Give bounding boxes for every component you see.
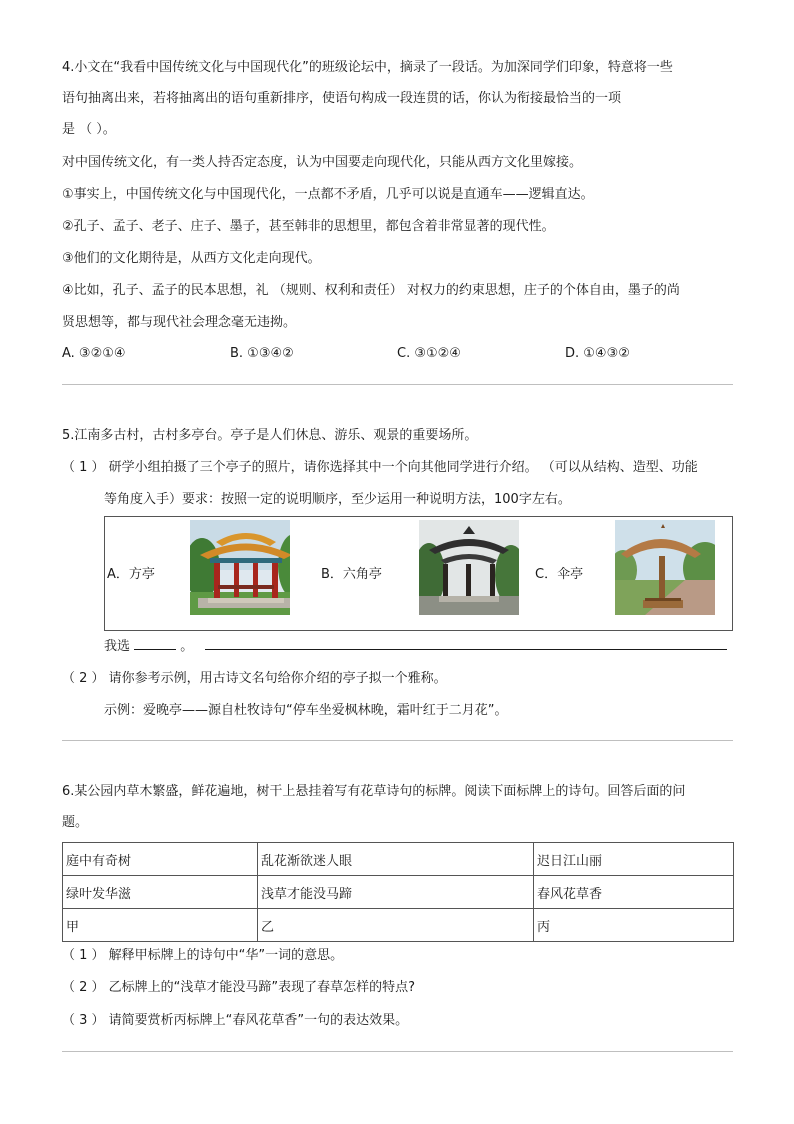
q4-stem-line3: 是 （ ）。 xyxy=(62,122,116,137)
q6-sub1: （ 1 ） 解释甲标牌上的诗句中“华”一词的意思。 xyxy=(62,948,344,963)
q4-option-a[interactable]: A. ③②①④ xyxy=(62,346,126,361)
table-row xyxy=(63,909,734,942)
q6-stem-line2: 题。 xyxy=(62,815,89,830)
pavilion-choice-blank[interactable] xyxy=(134,649,176,650)
q5-part1-line2: 等角度入手）要求：按照一定的说明顺序，至少运用一种说明方法，100字左右。 xyxy=(104,492,571,507)
q6-sub2: （ 2 ） 乙标牌上的“浅草才能没马蹄”表现了春草怎样的特点? xyxy=(62,980,416,995)
divider xyxy=(62,740,733,741)
q5-title: 5.江南多古村，古村多亭台。亭子是人们休息、游乐、观景的重要场所。 xyxy=(62,428,478,443)
poem-signs-table xyxy=(62,842,734,942)
q4-stem-line2: 语句抽离出来，若将抽离出的语句重新排序，使语句构成一段连贯的话，你认为衔接最恰当的一项 xyxy=(62,91,622,106)
table-cell: 浅草才能没马蹄 xyxy=(258,876,534,909)
square-pavilion-photo xyxy=(190,520,290,615)
q4-option-b[interactable]: B. ①③④② xyxy=(230,346,294,361)
pavilion-photo-box xyxy=(104,516,733,631)
q5-part2: （ 2 ） 请你参考示例，用古诗文名句给你介绍的亭子拟一个雅称。 xyxy=(62,671,447,686)
q4-sentence-3: ③他们的文化期待是，从西方文化走向现代。 xyxy=(62,251,321,266)
table-cell: 甲 xyxy=(63,909,258,942)
table-cell: 乱花渐欲迷人眼 xyxy=(258,843,534,876)
choice-period: 。 xyxy=(180,639,194,654)
table-row xyxy=(63,843,734,876)
q6-sub3: （ 3 ） 请简要赏析丙标牌上“春风花草香”一句的表达效果。 xyxy=(62,1013,409,1028)
choose-label: 我选 xyxy=(104,639,131,654)
q4-option-c[interactable]: C. ③①②④ xyxy=(397,346,461,361)
pavilion-c-label: C．伞亭 xyxy=(535,567,584,582)
q5-example: 示例：爱晚亭——源自杜牧诗句“停车坐爱枫林晚，霜叶红于二月花”。 xyxy=(104,703,508,718)
q4-option-d[interactable]: D. ①④③② xyxy=(565,346,630,361)
q4-intro: 对中国传统文化，有一类人持否定态度，认为中国要走向现代化，只能从西方文化里嫁接。 xyxy=(62,155,583,170)
q5-part1-line1: （ 1 ） 研学小组拍摄了三个亭子的照片，请你选择其中一个向其他同学进行介绍。 （可以从结构、造型、功能 xyxy=(62,460,698,475)
pavilion-b-label: B．六角亭 xyxy=(321,567,382,582)
pavilion-a-label: A．方亭 xyxy=(107,567,155,582)
table-cell: 春风花草香 xyxy=(534,876,734,909)
q4-sentence-4-line1: ④比如，孔子、孟子的民本思想，礼 （规则、权利和责任） 对权力的约束思想，庄子的个体自由，墨子的尚 xyxy=(62,283,680,298)
divider xyxy=(62,1051,733,1052)
table-cell: 绿叶发华滋 xyxy=(63,876,258,909)
hexagonal-pavilion-photo xyxy=(419,520,519,615)
q4-sentence-2: ②孔子、孟子、老子、庄子、墨子，甚至韩非的思想里，都包含着非常显著的现代性。 xyxy=(62,219,555,234)
table-cell: 迟日江山丽 xyxy=(534,843,734,876)
divider xyxy=(62,384,733,385)
q4-sentence-4-line2: 贤思想等，都与现代社会理念毫无违拗。 xyxy=(62,315,297,330)
table-row xyxy=(63,876,734,909)
table-cell: 乙 xyxy=(258,909,534,942)
q6-stem-line1: 6.某公园内草木繁盛，鲜花遍地，树干上悬挂着写有花草诗句的标牌。阅读下面标牌上的诗句。回答后面的问 xyxy=(62,784,686,799)
q5-choice-line xyxy=(104,637,727,657)
table-cell: 庭中有奇树 xyxy=(63,843,258,876)
umbrella-pavilion-photo xyxy=(615,520,715,615)
q4-sentence-1: ①事实上，中国传统文化与中国现代化，一点都不矛盾，几乎可以说是直通车——逻辑直达。 xyxy=(62,187,594,202)
table-cell: 丙 xyxy=(534,909,734,942)
q4-stem-line1: 4.小文在“我看中国传统文化与中国现代化”的班级论坛中，摘录了一段话。为加深同学们印象，特意将一些 xyxy=(62,60,673,75)
introduction-answer-line[interactable] xyxy=(205,649,727,650)
